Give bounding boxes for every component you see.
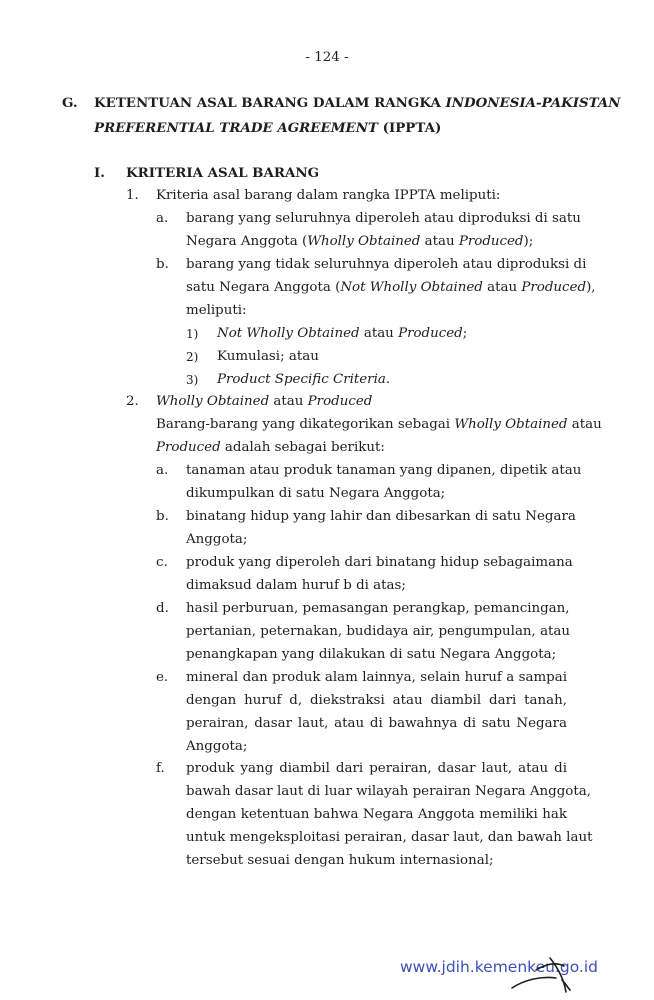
item-2d-line-1: hasil perburuan, pemasangan perangkap, pemancingan,: [186, 601, 570, 616]
item-2c-marker: c.: [156, 555, 168, 570]
item-2e-marker: e.: [156, 670, 169, 685]
item-2-intro-line-2: Produced adalah sebagai berikut:: [156, 440, 385, 455]
item-2f-line-4: untuk mengeksploitasi perairan, dasar laut, dan bawah laut: [186, 830, 593, 845]
item-2f-line-1: produk yang diambil dari perairan, dasar laut, atau di: [186, 761, 567, 776]
item-2b-marker: b.: [156, 509, 169, 524]
section-marker: G.: [62, 95, 78, 111]
item-2c-line-1: produk yang diperoleh dari binatang hidup sebagaimana: [186, 555, 573, 570]
footer-url[interactable]: www.jdih.kemenkeu.go.id: [400, 958, 598, 976]
item-2f-line-5: tersebut sesuai dengan hukum internasional;: [186, 853, 494, 868]
item-1a-line-2: Negara Anggota (Wholly Obtained atau Produced);: [186, 234, 534, 249]
item-2a-line-1: tanaman atau produk tanaman yang dipanen, dipetik atau: [186, 463, 582, 478]
item-2-marker: 2.: [126, 394, 139, 409]
item-1-marker: 1.: [126, 188, 139, 203]
item-1b-sub-1-marker: 1): [186, 327, 199, 341]
item-1-text: Kriteria asal barang dalam rangka IPPTA meliputi:: [156, 188, 501, 203]
item-2e-line-1: mineral dan produk alam lainnya, selain huruf a sampai: [186, 670, 567, 685]
item-1b-sub-2-marker: 2): [186, 350, 199, 364]
item-1a-line-1: barang yang seluruhnya diperoleh atau diproduksi di satu: [186, 211, 581, 226]
section-title-line-1: KETENTUAN ASAL BARANG DALAM RANGKA INDONESIA-PAKISTAN: [94, 95, 621, 111]
section-title-line-2: PREFERENTIAL TRADE AGREEMENT (IPPTA): [94, 120, 442, 136]
item-2c-line-2: dimaksud dalam huruf b di atas;: [186, 578, 406, 593]
item-2e-line-2: dengan huruf d, diekstraksi atau diambil dari tanah,: [186, 693, 567, 708]
item-2-intro-line-1: Barang-barang yang dikategorikan sebagai Wholly Obtained atau: [156, 417, 602, 432]
page-number: - 124 -: [305, 50, 349, 65]
item-1b-marker: b.: [156, 257, 169, 272]
item-1b-sub-3-marker: 3): [186, 373, 199, 387]
item-2b-line-1: binatang hidup yang lahir dan dibesarkan di satu Negara: [186, 509, 576, 524]
item-2f-line-3: dengan ketentuan bahwa Negara Anggota memiliki hak: [186, 807, 567, 822]
item-2f-marker: f.: [156, 761, 165, 776]
item-2-title: Wholly Obtained atau Produced: [156, 394, 373, 409]
subsection-title: KRITERIA ASAL BARANG: [126, 165, 320, 181]
item-1b-sub-3-text: Product Specific Criteria.: [217, 372, 391, 387]
subsection-marker: I.: [94, 165, 105, 181]
item-2d-marker: d.: [156, 601, 169, 616]
item-2a-marker: a.: [156, 463, 169, 478]
item-1a-marker: a.: [156, 211, 169, 226]
item-2f-line-2: bawah dasar laut di luar wilayah perairan Negara Anggota,: [186, 784, 591, 799]
item-2e-line-4: Anggota;: [186, 739, 248, 754]
signature-mark: [506, 950, 576, 996]
item-1b-line-1: barang yang tidak seluruhnya diperoleh atau diproduksi di: [186, 257, 587, 272]
item-2b-line-2: Anggota;: [186, 532, 248, 547]
item-2d-line-3: penangkapan yang dilakukan di satu Negara Anggota;: [186, 647, 557, 662]
item-2d-line-2: pertanian, peternakan, budidaya air, pengumpulan, atau: [186, 624, 571, 639]
item-1b-sub-1-text: Not Wholly Obtained atau Produced;: [217, 326, 468, 341]
item-2e-line-3: perairan, dasar laut, atau di bawahnya di satu Negara: [186, 716, 567, 731]
item-1b-line-2: satu Negara Anggota (Not Wholly Obtained atau Produced),: [186, 280, 596, 295]
item-1b-sub-2-text: Kumulasi; atau: [217, 349, 319, 364]
item-1b-line-3: meliputi:: [186, 303, 247, 318]
item-2a-line-2: dikumpulkan di satu Negara Anggota;: [186, 486, 446, 501]
